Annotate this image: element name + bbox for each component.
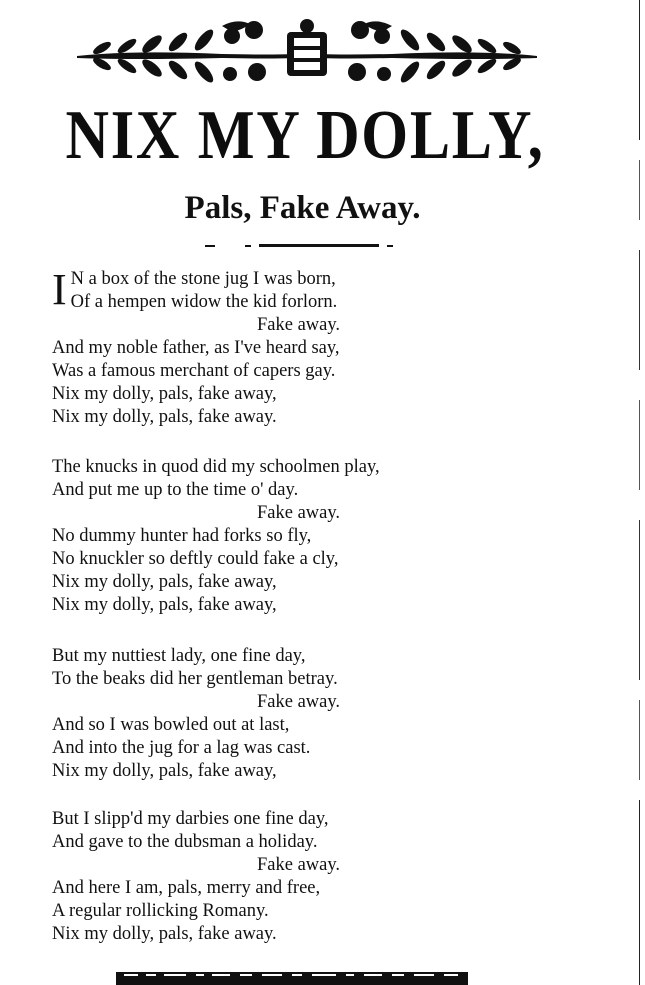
- verse-line: Was a famous merchant of capers gay.: [52, 361, 336, 381]
- refrain-line: Fake away.: [257, 315, 341, 335]
- page-subtitle: Pals, Fake Away.: [184, 190, 421, 226]
- verse-line: But I slipp'd my darbies one fine day,: [52, 809, 329, 829]
- verse-line: N a box of the stone jug I was born,: [70, 269, 336, 289]
- verse-line: Nix my dolly, pals, fake away,: [52, 384, 277, 404]
- verse-line: And here I am, pals, merry and free,: [52, 878, 321, 898]
- decorative-rule: [205, 244, 401, 248]
- verse-line: And so I was bowled out at last,: [52, 715, 290, 735]
- verse-line: The knucks in quod did my schoolmen play,: [52, 457, 380, 477]
- floral-ornament-icon: [72, 14, 542, 84]
- verse-line: Nix my dolly, pals, fake away,: [52, 572, 277, 592]
- refrain-line: Fake away.: [257, 855, 341, 875]
- verse-line: Of a hempen widow the kid forlorn.: [70, 292, 338, 312]
- verse-line: And gave to the dubsman a holiday.: [52, 832, 318, 852]
- verse-line: And my noble father, as I've heard say,: [52, 338, 340, 358]
- verse-line: And put me up to the time o' day.: [52, 480, 299, 500]
- stanza-1: [52, 265, 492, 429]
- verse-line: A regular rollicking Romany.: [52, 901, 269, 921]
- refrain-line: Fake away.: [257, 692, 341, 712]
- page-edge: [638, 0, 641, 985]
- verse-line: Nix my dolly, pals, fake away,: [52, 595, 277, 615]
- verse-line: And into the jug for a lag was cast.: [52, 738, 311, 758]
- page-title: NIX MY DOLLY,: [65, 97, 545, 174]
- stanza-2: [52, 456, 492, 617]
- verse-line: Nix my dolly, pals, fake away.: [52, 407, 277, 427]
- border-pattern-icon: [116, 972, 468, 978]
- drop-cap: I: [52, 265, 67, 314]
- bottom-border-rule: [116, 972, 468, 985]
- verse-line: To the beaks did her gentleman betray.: [52, 669, 338, 689]
- verse-line: No knuckler so deftly could fake a cly,: [52, 549, 339, 569]
- verse-line: But my nuttiest lady, one fine day,: [52, 646, 306, 666]
- refrain-line: Fake away.: [257, 503, 341, 523]
- verse-line: No dummy hunter had forks so fly,: [52, 526, 312, 546]
- stanza-3: [52, 645, 492, 783]
- verse-line: Nix my dolly, pals, fake away.: [52, 924, 277, 944]
- verse-line: Nix my dolly, pals, fake away,: [52, 761, 277, 781]
- stanza-4: [52, 808, 492, 946]
